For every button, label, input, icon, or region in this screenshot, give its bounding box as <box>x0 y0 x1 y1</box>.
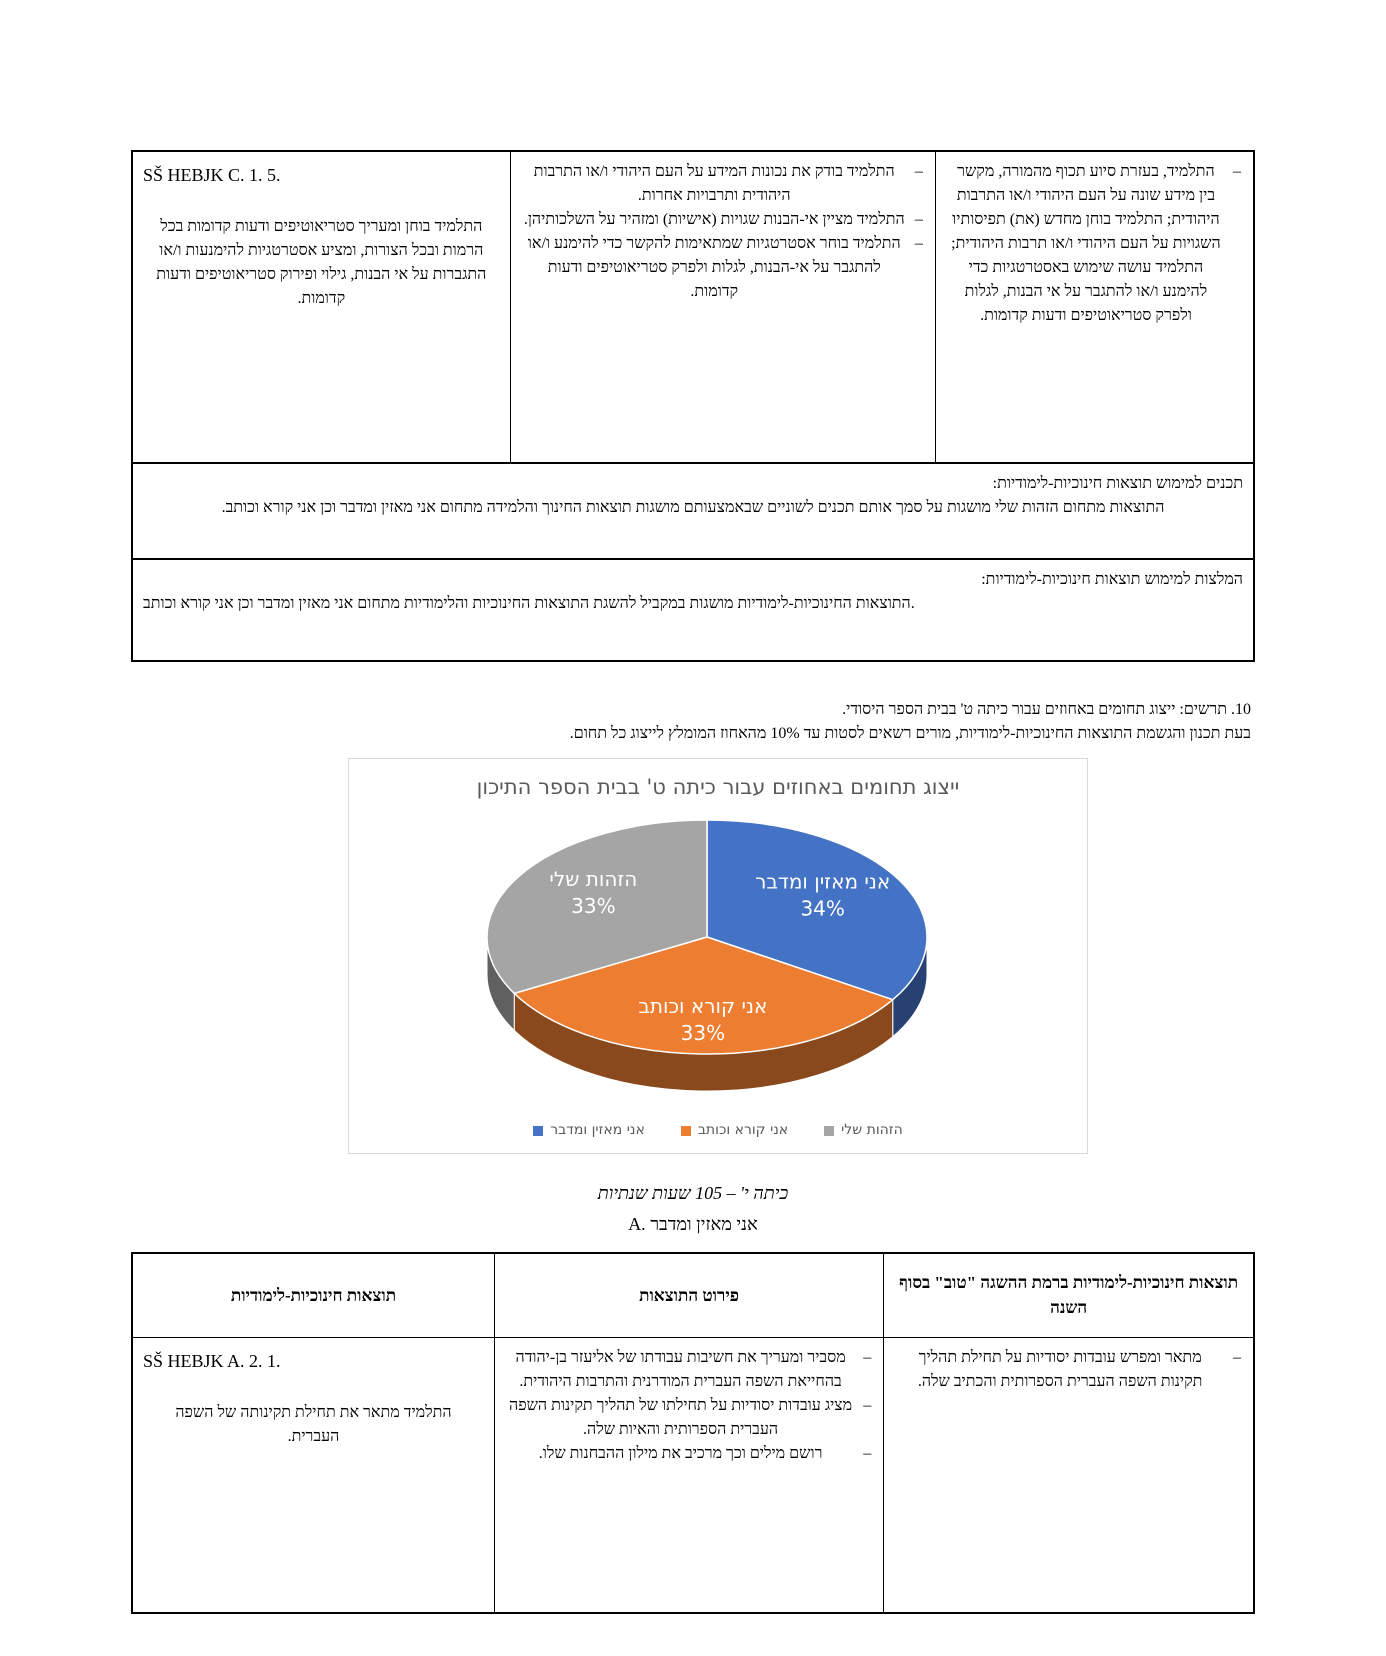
bullet-dash: – <box>1233 163 1241 180</box>
contents-heading: תכנים למימוש תוצאות חינוכיות-לימודיות: <box>992 475 1243 492</box>
section-caption <box>131 1180 1255 1238</box>
figure-note-line1: 10. תרשים: ייצוג תחומים באחוזים עבור כיתה ט' בבית הספר היסודי. <box>842 701 1251 718</box>
document-content <box>131 150 1255 1614</box>
figure-note <box>135 698 1251 746</box>
outcomes-row <box>132 151 1254 463</box>
outcomes-row <box>132 1337 1254 1613</box>
pie-chart <box>349 806 1089 1118</box>
bullet-item <box>946 160 1243 328</box>
bullet-text: מסביר ומעריך את חשיבות עבודתו של אליעזר בן-יהודה בהחייאת השפה העברית המודרנית והתרבות היהודית. <box>515 1348 846 1390</box>
bullet-item <box>505 1394 873 1442</box>
bullet-dash: – <box>863 1396 872 1414</box>
bullet-dash: – <box>914 163 923 180</box>
contents-body: התוצאות מתחום הזהות שלי מושגות על סמך אותם תכנים לשוניים שבאמצעותם מושגות תוצאות החינוך והלמידה מתחום אני מאזין ומדבר וכן אני קורא וכותב. <box>221 499 1165 516</box>
caption-class-hours: כיתה י' – 105 שעות שנתיות <box>597 1183 789 1203</box>
bullet-dash: – <box>863 1444 872 1462</box>
legend-label: הזהות שלי <box>841 1122 903 1138</box>
bullet-dash: – <box>914 211 923 228</box>
outcome-details-cell <box>510 151 935 463</box>
recommendations-row <box>132 559 1254 661</box>
legend-swatch <box>681 1126 691 1136</box>
bullet-dash: – <box>1233 1348 1241 1366</box>
recommendations-heading: המלצות למימוש תוצאות חינוכיות-לימודיות: <box>981 571 1243 588</box>
outcome-code-cell <box>132 151 510 463</box>
legend-swatch <box>824 1126 834 1136</box>
bullet-dash: – <box>863 1348 872 1366</box>
legend-item <box>824 1120 903 1141</box>
contents-cell <box>132 463 1254 559</box>
legend-swatch <box>533 1126 543 1136</box>
legend-item <box>533 1120 645 1141</box>
bullet-text: התלמיד מציין אי-הבנות שגויות (אישיות) ומזהיר על השלכותיהן. <box>523 211 905 228</box>
caption-section: A. אני מאזין ומדבר <box>628 1214 758 1234</box>
figure-note-line2: בעת תכנון והגשמת התוצאות החינוכיות-לימודיות, מורים רשאים לסטות עד 10% מהאחוז המומלץ לייצוג כל תחום. <box>569 725 1251 742</box>
header-achievement-level: תוצאות חינוכיות-לימודיות ברמת ההשגה "טוב" בסוף השנה <box>884 1253 1254 1337</box>
bullet-text: התלמיד בודק את נכונות המידע על העם היהודי ו/או התרבות היהודית ותרבויות אחרות. <box>533 163 895 204</box>
chart-title: ייצוג תחומים באחוזים עבור כיתה ט' בבית הספר התיכון <box>476 775 960 799</box>
bottom-outcomes-table <box>131 1252 1255 1614</box>
bullet-item <box>521 160 925 208</box>
outcome-description: התלמיד בוחן ומעריך סטריאוטיפים ודעות קדומות בכל הרמות ובכל הצורות, ומציע אסטרטגיות להימנעות ו/או התגברות על אי הבנות, גילוי ופירוק סטריאוטיפים ודעות קדומות. <box>156 218 487 307</box>
legend-item <box>681 1120 788 1141</box>
top-outcomes-table <box>131 150 1255 662</box>
outcome-details-cell <box>494 1337 883 1613</box>
outcome-code: SŠ HEBJK C. 1. 5. <box>143 165 281 185</box>
outcome-description: התלמיד מתאר את תחילת תקינותה של השפה העברית. <box>175 1403 452 1445</box>
recommendations-body: התוצאות החינוכיות-לימודיות מושגות במקביל להשגת התוצאות החינוכיות והלימודיות מתחום אני מאזין ומדבר וכן אני קורא וכותב. <box>143 595 915 612</box>
bullet-text: מתאר ומפרש עובדות יסודיות על תחילת תהליך תקינות השפה העברית הספרותית והכתיב שלה. <box>917 1348 1203 1390</box>
outcome-code: SŠ HEBJK A. 2. 1. <box>143 1350 281 1371</box>
header-details: פירוט התוצאות <box>494 1253 883 1337</box>
pie-data-label: אני מאזין ומדבר 34% <box>755 868 891 920</box>
bullet-item <box>521 232 925 304</box>
outcome-code-cell <box>132 1337 494 1613</box>
bullet-text: רושם מילים וכך מרכיב את מילון ההבחנות שלו. <box>538 1444 823 1462</box>
bullet-text: התלמיד, בעזרת סיוע תכוף מהמורה, מקשר בין מידע שונה על העם היהודי ו/או התרבות היהודית; התלמיד בוחן מחדש (את) תפיסותיו השגויות על העם היהודי ו/או תרבות היהודית; התלמיד עושה שימוש באסטרטגיות כדי להימנע ו/או להתגבר על אי הבנות, לגלות ולפרק סטריאוטיפים ודעות קדומות. <box>951 163 1221 324</box>
bullet-item <box>521 208 925 232</box>
bullet-dash: – <box>914 235 923 252</box>
bullet-item <box>505 1442 873 1466</box>
bullet-text: מציג עובדות יסודיות על תחילתו של תהליך תקינות השפה העברית הספרותית והאיות שלה. <box>508 1396 853 1438</box>
bullet-item <box>894 1346 1243 1394</box>
bullet-item <box>505 1346 873 1394</box>
achievement-level-cell <box>884 1337 1254 1613</box>
contents-row <box>132 463 1254 559</box>
achievement-level-cell <box>935 151 1254 463</box>
recommendations-cell <box>132 559 1254 661</box>
table-header-row <box>132 1253 1254 1337</box>
chart-legend <box>349 1120 1087 1141</box>
pie-data-label: הזהות שלי 33% <box>549 866 638 918</box>
bullet-text: התלמיד בוחר אסטרטגיות שמתאימות להקשר כדי להימנע ו/או להתגבר על אי-הבנות, לגלות ולפרק סטריאוטיפים ודעות קדומות. <box>527 235 901 300</box>
legend-label: אני מאזין ומדבר <box>550 1122 645 1138</box>
header-outcomes: תוצאות חינוכיות-לימודיות <box>132 1253 494 1337</box>
legend-label: אני קורא וכותב <box>697 1122 789 1138</box>
pie-chart-frame <box>348 758 1088 1154</box>
pie-data-label: אני קורא וכותב 33% <box>638 993 768 1045</box>
